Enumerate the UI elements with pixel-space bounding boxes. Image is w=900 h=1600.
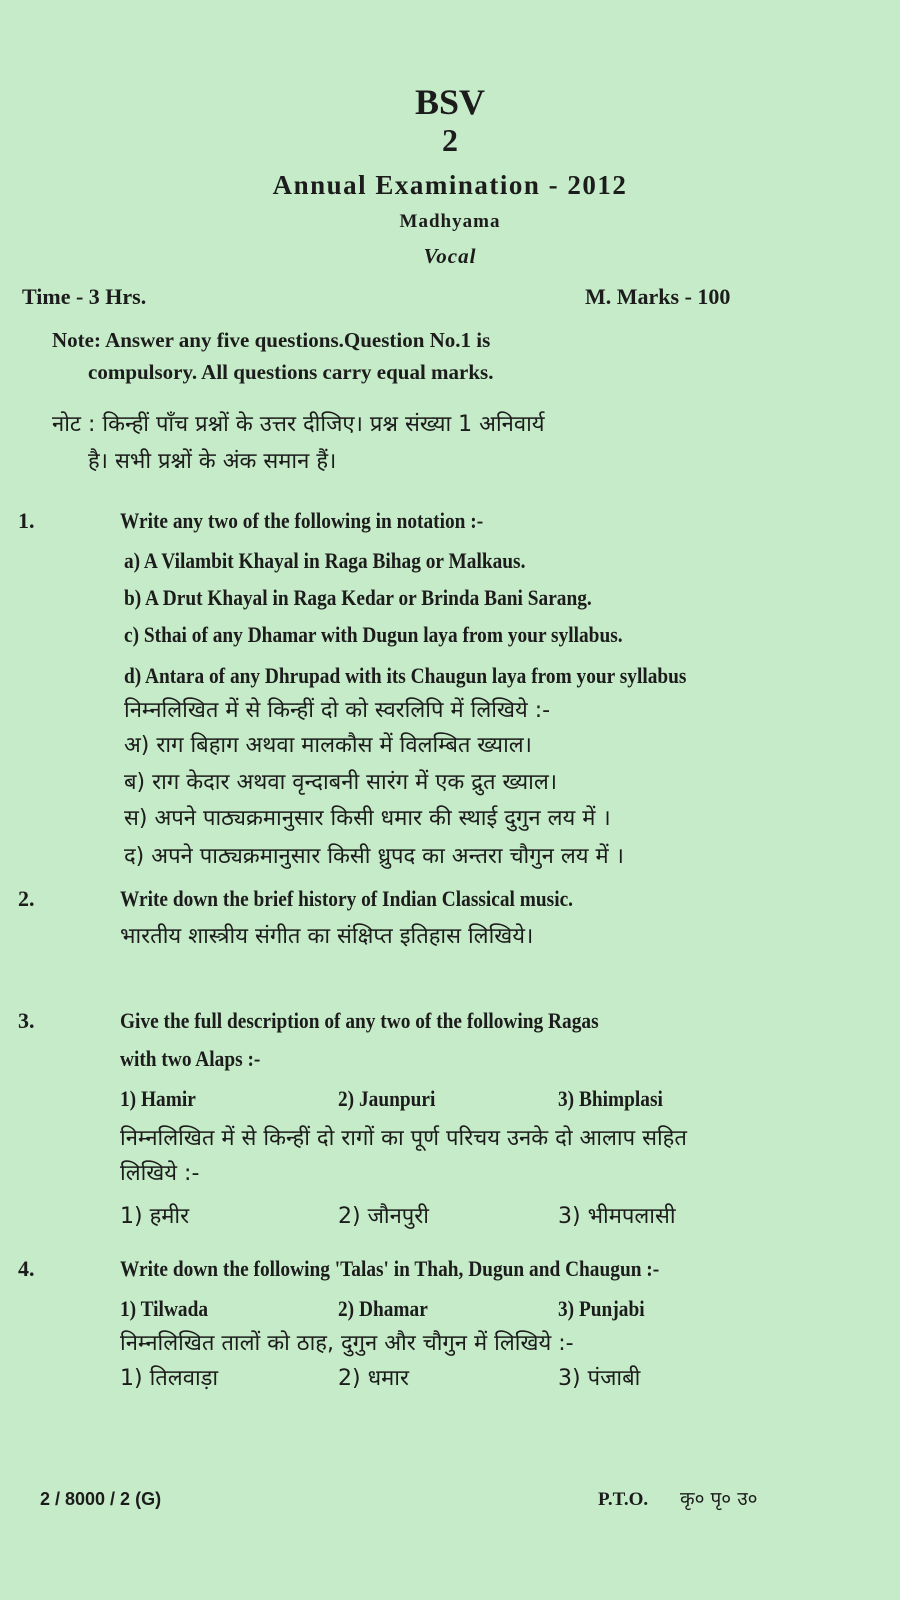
- exam-title: Annual Examination - 2012: [272, 170, 628, 200]
- option: d) Antara of any Dhrupad with its Chaugun laya from your syllabus: [124, 663, 687, 688]
- question-text-hi: भारतीय शास्त्रीय संगीत का संक्षिप्त इतिहास लिखिये।: [120, 924, 534, 949]
- paper-number: 2: [442, 122, 458, 158]
- option: 1) Tilwada: [120, 1296, 209, 1321]
- question-text: Write down the following 'Talas' in Thah, Dugun and Chaugun :-: [120, 1256, 660, 1281]
- question-number: 2.: [18, 886, 35, 911]
- max-marks: M. Marks - 100: [585, 284, 731, 309]
- question-text-hi: निम्नलिखित में से किन्हीं दो रागों का पूर्ण परिचय उनके दो आलाप सहित: [120, 1126, 687, 1151]
- option-hi: 2) धमार: [338, 1366, 409, 1391]
- option: 2) Dhamar: [338, 1296, 428, 1321]
- note-en-line2: compulsory. All questions carry equal marks.: [88, 360, 494, 384]
- question-text-hi: लिखिये :-: [120, 1161, 200, 1186]
- question-number: 1.: [18, 508, 35, 533]
- option: 3) Punjabi: [558, 1296, 645, 1321]
- question-text: with two Alaps :-: [120, 1046, 261, 1071]
- note-hi-line1: नोट : किन्हीं पाँच प्रश्नों के उत्तर दीजिए। प्रश्न संख्या 1 अनिवार्य: [52, 412, 545, 437]
- question-text: Give the full description of any two of the following Ragas: [120, 1008, 599, 1033]
- time-allowed: Time - 3 Hrs.: [22, 284, 147, 309]
- pto-hi: कृ० पृ० उ०: [680, 1488, 758, 1510]
- option: 1) Hamir: [120, 1086, 196, 1111]
- question-text: Write any two of the following in notation :-: [120, 508, 484, 533]
- option-hi: 1) तिलवाड़ा: [120, 1366, 219, 1391]
- paper-code: BSV: [414, 82, 486, 122]
- option-hi: द) अपने पाठ्यक्रमानुसार किसी ध्रुपद का अन्तरा चौगुन लय में ।: [124, 844, 624, 869]
- option: 3) Bhimplasi: [558, 1086, 663, 1111]
- question-text-hi: निम्नलिखित तालों को ठाह, दुगुन और चौगुन में लिखिये :-: [120, 1331, 574, 1356]
- option: b) A Drut Khayal in Raga Kedar or Brinda Bani Sarang.: [124, 585, 592, 610]
- option-hi: 2) जौनपुरी: [338, 1204, 429, 1229]
- option: a) A Vilambit Khayal in Raga Bihag or Malkaus.: [124, 548, 526, 573]
- option-hi: अ) राग बिहाग अथवा मालकौस में विलम्बित ख्याल।: [124, 733, 533, 758]
- question-number: 4.: [18, 1256, 35, 1281]
- option-hi: स) अपने पाठ्यक्रमानुसार किसी धमार की स्थाई दुगुन लय में ।: [124, 806, 611, 831]
- note-hi-line2: है। सभी प्रश्नों के अंक समान हैं।: [88, 449, 337, 474]
- footer-code: 2 / 8000 / 2 (G): [40, 1489, 162, 1509]
- question-number: 3.: [18, 1008, 35, 1033]
- option-hi: 3) भीमपलासी: [558, 1204, 676, 1229]
- option-hi: ब) राग केदार अथवा वृन्दाबनी सारंग में एक द्रुत ख्याल।: [124, 770, 558, 795]
- question-text: Write down the brief history of Indian Classical music.: [120, 886, 574, 911]
- option-hi: 3) पंजाबी: [558, 1366, 641, 1391]
- exam-subject: Vocal: [423, 244, 477, 268]
- option: 2) Jaunpuri: [338, 1086, 436, 1111]
- exam-level: Madhyama: [399, 211, 501, 232]
- option-hi: 1) हमीर: [120, 1204, 190, 1229]
- question-text-hi: निम्नलिखित में से किन्हीं दो को स्वरलिपि में लिखिये :-: [124, 698, 551, 723]
- pto: P.T.O.: [598, 1489, 649, 1510]
- note-en-line1: Note: Answer any five questions.Question No.1 is: [52, 328, 491, 352]
- option: c) Sthai of any Dhamar with Dugun laya from your syllabus.: [124, 622, 623, 647]
